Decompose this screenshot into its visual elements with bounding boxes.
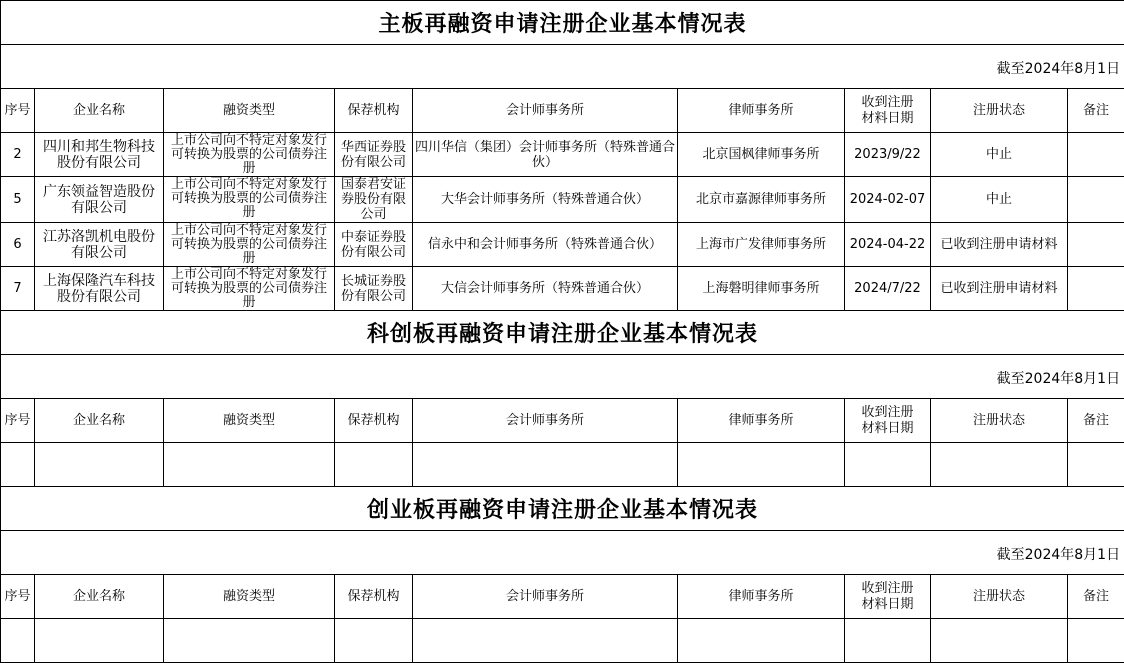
table-header-row <box>1 575 1124 619</box>
section-title-row <box>1 311 1124 355</box>
section-title-row <box>1 487 1124 531</box>
empty-cell <box>35 619 164 663</box>
empty-cell <box>335 443 413 487</box>
header-law: 律师事务所 <box>678 575 845 619</box>
empty-cell <box>678 443 845 487</box>
cell-company: 上海保隆汽车科技股份有限公司 <box>35 267 164 311</box>
cell-status: 中止 <box>931 177 1068 223</box>
header-seq: 序号 <box>1 575 35 619</box>
header-fin-type: 融资类型 <box>164 89 335 133</box>
cell-accounting: 大华会计师事务所（特殊普通合伙） <box>413 177 678 223</box>
cell-date: 2024-04-22 <box>845 223 931 267</box>
empty-cell <box>164 619 335 663</box>
header-seq: 序号 <box>1 89 35 133</box>
cell-fin-type: 上市公司向不特定对象发行可转换为股票的公司债券注册 <box>164 133 335 177</box>
cell-date: 2024-02-07 <box>845 177 931 223</box>
header-fin-type: 融资类型 <box>164 399 335 443</box>
header-seq: 序号 <box>1 399 35 443</box>
as-of-row <box>1 45 1124 89</box>
cell-fin-type: 上市公司向不特定对象发行可转换为股票的公司债券注册 <box>164 223 335 267</box>
table-header-row <box>1 89 1124 133</box>
cell-sponsor: 国泰君安证券股份有限公司 <box>335 177 413 223</box>
cell-remark <box>1068 223 1124 267</box>
section-title-main-board: 主板再融资申请注册企业基本情况表 <box>1 1 1124 45</box>
empty-cell <box>413 619 678 663</box>
as-of-row <box>1 531 1124 575</box>
table-row <box>1 133 1124 177</box>
header-accounting: 会计师事务所 <box>413 89 678 133</box>
cell-fin-type: 上市公司向不特定对象发行可转换为股票的公司债券注册 <box>164 177 335 223</box>
empty-table-row <box>1 443 1124 487</box>
cell-seq: 7 <box>1 267 35 311</box>
table-row <box>1 177 1124 223</box>
header-remark: 备注 <box>1068 399 1124 443</box>
cell-seq: 2 <box>1 133 35 177</box>
header-fin-type: 融资类型 <box>164 575 335 619</box>
header-status: 注册状态 <box>931 399 1068 443</box>
header-company: 企业名称 <box>35 399 164 443</box>
section-title-star-market: 科创板再融资申请注册企业基本情况表 <box>1 311 1124 355</box>
empty-cell <box>931 619 1068 663</box>
cell-company: 四川和邦生物科技股份有限公司 <box>35 133 164 177</box>
cell-sponsor: 中泰证券股份有限公司 <box>335 223 413 267</box>
header-status: 注册状态 <box>931 575 1068 619</box>
table-row <box>1 223 1124 267</box>
section-title-row <box>1 1 1124 45</box>
cell-remark <box>1068 133 1124 177</box>
header-law: 律师事务所 <box>678 89 845 133</box>
cell-date: 2023/9/22 <box>845 133 931 177</box>
section-title-chinext: 创业板再融资申请注册企业基本情况表 <box>1 487 1124 531</box>
cell-accounting: 四川华信（集团）会计师事务所（特殊普通合伙） <box>413 133 678 177</box>
cell-remark <box>1068 177 1124 223</box>
header-sponsor: 保荐机构 <box>335 89 413 133</box>
empty-cell <box>1068 443 1124 487</box>
cell-accounting: 大信会计师事务所（特殊普通合伙） <box>413 267 678 311</box>
cell-status: 已收到注册申请材料 <box>931 267 1068 311</box>
table-header-row <box>1 399 1124 443</box>
header-date: 收到注册材料日期 <box>845 399 931 443</box>
cell-law: 上海磐明律师事务所 <box>678 267 845 311</box>
header-company: 企业名称 <box>35 575 164 619</box>
empty-cell <box>678 619 845 663</box>
cell-law: 上海市广发律师事务所 <box>678 223 845 267</box>
header-date: 收到注册材料日期 <box>845 575 931 619</box>
empty-cell <box>335 619 413 663</box>
cell-accounting: 信永中和会计师事务所（特殊普通合伙） <box>413 223 678 267</box>
as-of-date: 截至2024年8月1日 <box>1 531 1124 575</box>
header-sponsor: 保荐机构 <box>335 399 413 443</box>
header-accounting: 会计师事务所 <box>413 575 678 619</box>
as-of-row <box>1 355 1124 399</box>
cell-fin-type: 上市公司向不特定对象发行可转换为股票的公司债券注册 <box>164 267 335 311</box>
empty-table-row <box>1 619 1124 663</box>
empty-cell <box>845 619 931 663</box>
cell-seq: 5 <box>1 177 35 223</box>
empty-cell <box>1 619 35 663</box>
cell-status: 中止 <box>931 133 1068 177</box>
header-date: 收到注册材料日期 <box>845 89 931 133</box>
header-remark: 备注 <box>1068 575 1124 619</box>
empty-cell <box>413 443 678 487</box>
cell-date: 2024/7/22 <box>845 267 931 311</box>
header-law: 律师事务所 <box>678 399 845 443</box>
empty-cell <box>931 443 1068 487</box>
cell-law: 北京国枫律师事务所 <box>678 133 845 177</box>
cell-seq: 6 <box>1 223 35 267</box>
cell-remark <box>1068 267 1124 311</box>
empty-cell <box>845 443 931 487</box>
cell-company: 广东领益智造股份有限公司 <box>35 177 164 223</box>
header-status: 注册状态 <box>931 89 1068 133</box>
header-company: 企业名称 <box>35 89 164 133</box>
table-row <box>1 267 1124 311</box>
empty-cell <box>35 443 164 487</box>
header-accounting: 会计师事务所 <box>413 399 678 443</box>
header-remark: 备注 <box>1068 89 1124 133</box>
cell-company: 江苏洛凯机电股份有限公司 <box>35 223 164 267</box>
cell-law: 北京市嘉源律师事务所 <box>678 177 845 223</box>
empty-cell <box>1068 619 1124 663</box>
cell-sponsor: 长城证券股份有限公司 <box>335 267 413 311</box>
empty-cell <box>1 443 35 487</box>
cell-status: 已收到注册申请材料 <box>931 223 1068 267</box>
as-of-date: 截至2024年8月1日 <box>1 355 1124 399</box>
header-sponsor: 保荐机构 <box>335 575 413 619</box>
as-of-date: 截至2024年8月1日 <box>1 45 1124 89</box>
cell-sponsor: 华西证券股份有限公司 <box>335 133 413 177</box>
empty-cell <box>164 443 335 487</box>
